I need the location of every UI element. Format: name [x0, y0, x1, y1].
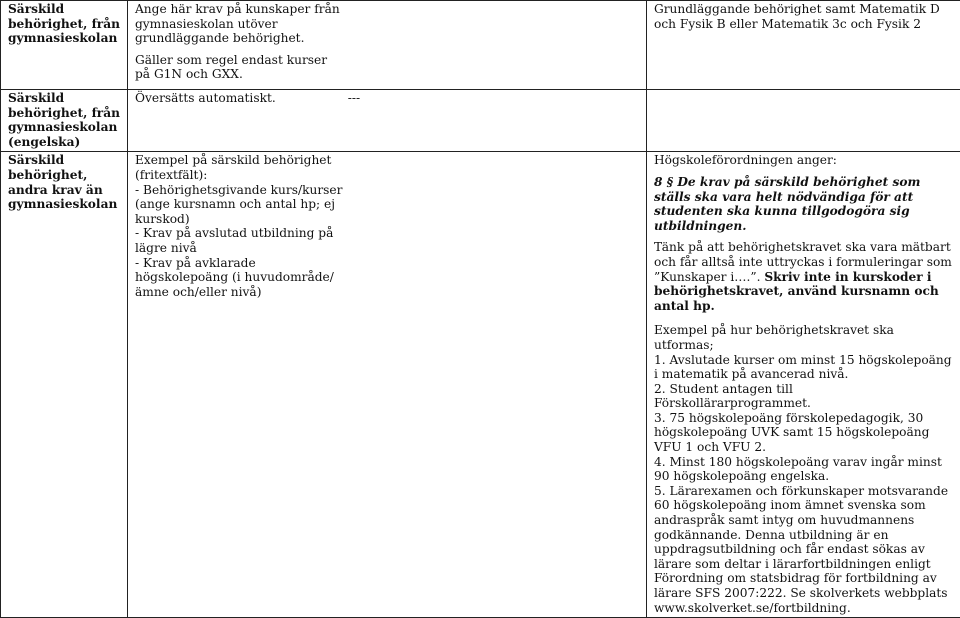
empty-marker: --- [348, 91, 360, 105]
guidance-plain: Tänk på att behörighetskravet ska vara mätbart och får alltså inte uttryckas i formuleringar som ”Kunskaper i….”. [654, 240, 952, 283]
value-text: Grundläggande behörighet samt Matematik D och Fysik B eller Matematik 3c och Fysik 2 [654, 2, 953, 31]
list-item: 4. Minst 180 högskolepoäng varav ingår minst 90 högskolepoäng engelska. [654, 455, 953, 484]
table-row [1, 1, 960, 90]
instruction-text [135, 91, 639, 106]
value-cell[interactable] [647, 1, 960, 90]
examples-heading: Exempel på hur behörighetskravet ska utformas; [654, 323, 953, 352]
instruction-text: Gäller som regel endast kurser på G1N och GXX. [135, 53, 345, 82]
example-list [135, 153, 345, 299]
value-cell[interactable] [647, 152, 960, 618]
label-text: Särskild behörighet, från gymnasieskolan [8, 2, 120, 45]
list-item: 2. Student antagen till Förskollärarprogrammet. [654, 382, 953, 411]
table-row [1, 90, 960, 152]
instruction-cell [128, 1, 647, 90]
instruction-cell [128, 90, 647, 152]
list-item: 1. Avslutade kurser om minst 15 högskolepoäng i matematik på avancerad nivå. [654, 353, 953, 382]
example-line: - Krav på avslutad utbildning på lägre nivå [135, 226, 345, 255]
example-line: - Krav på avklarade högskolepoäng (i huvudområde/ämne och/eller nivå) [135, 256, 345, 300]
label-text: Särskild behörighet, andra krav än gymnasieskolan [8, 153, 117, 211]
label-text: Särskild behörighet, från gymnasieskolan (engelska) [8, 91, 120, 149]
example-line: Exempel på särskild behörighet (fritextfält): [135, 153, 345, 182]
row-label [1, 152, 128, 618]
table-row [1, 152, 960, 618]
value-cell[interactable] [647, 90, 960, 152]
regulation-intro: Högskoleförordningen anger: [654, 153, 953, 168]
list-item: 5. Lärarexamen och förkunskaper motsvarande 60 högskolepoäng inom ämnet svenska som andraspråk samt intyg om huvudmannens godkännande. Denna utbildning är en uppdragsutbildning och får endast sökas av lärare som deltar i lärarfortbildningen enligt Förordning om statsbidrag för fortbildning av lärare SFS 2007:222. Se skolverkets webbplats www.skolverket.se/fortbildning. [654, 484, 953, 615]
instruction-cell [128, 152, 647, 618]
instruction-text: Ange här krav på kunskaper från gymnasieskolan utöver grundläggande behörighet. [135, 2, 345, 46]
row-label [1, 1, 128, 90]
list-item: 3. 75 högskolepoäng förskolepedagogik, 30 högskolepoäng UVK samt 15 högskolepoäng VFU 1 och VFU 2. [654, 411, 953, 455]
guidance-text [654, 240, 953, 313]
row-label [1, 90, 128, 152]
example-line: - Behörighetsgivande kurs/kurser (ange kursnamn och antal hp; ej kurskod) [135, 183, 345, 227]
guidance-bold: Skriv inte in kurskoder i behörighetskravet, använd kursnamn och antal hp. [654, 270, 939, 313]
regulation-quote: 8 § De krav på särskild behörighet som ställs ska vara helt nödvändiga för att studenten ska kunna tillgodogöra sig utbildningen. [654, 175, 953, 233]
auto-translate-note: Översätts automatiskt. [135, 91, 276, 105]
